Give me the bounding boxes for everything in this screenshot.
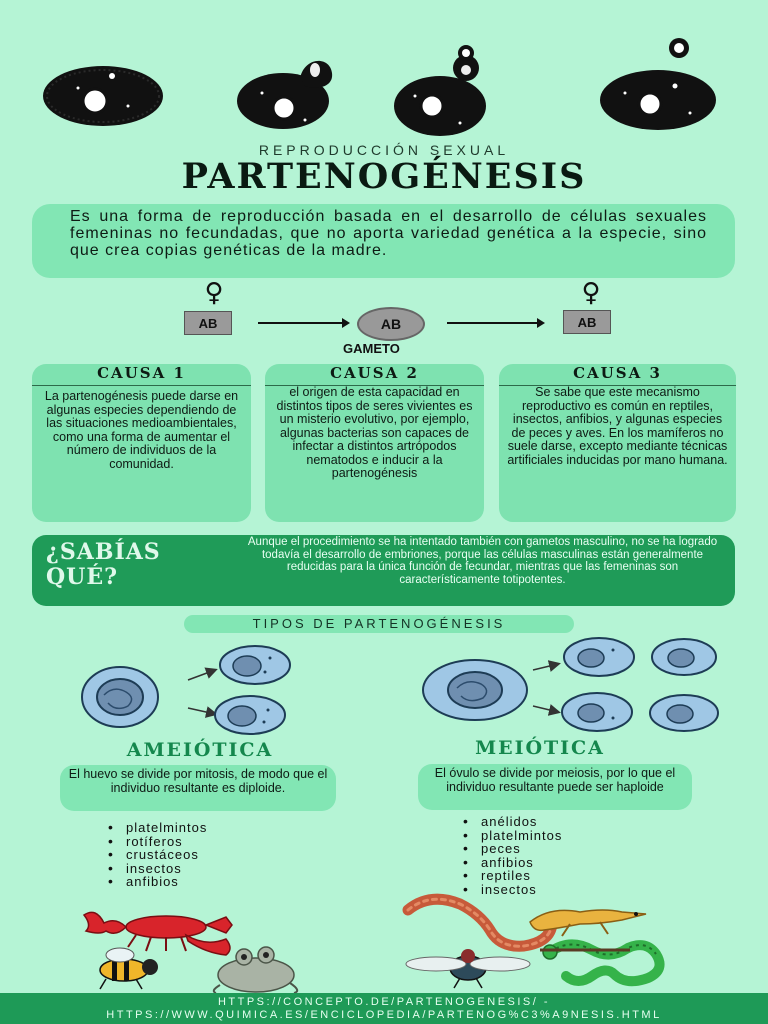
snake-icon	[540, 944, 660, 981]
cause-title: CAUSA 2	[330, 364, 419, 382]
parent-genotype-box: AB	[184, 311, 232, 335]
divider	[32, 385, 251, 386]
daughter-cell-icon	[652, 639, 716, 675]
daughter-cell-icon	[220, 646, 290, 684]
female-symbol-icon: ♀	[581, 278, 601, 308]
daughter-cell-icon	[215, 696, 285, 734]
list-item: • platelmintos	[108, 821, 288, 835]
list-item: • platelmintos	[463, 829, 643, 843]
bee-icon	[100, 948, 158, 989]
gamete-oval: AB	[357, 307, 425, 341]
ameiotic-description: El huevo se divide por mitosis, de modo que el individuo resultante es diploide.	[60, 765, 336, 811]
meiotic-title: MEIÓTICA	[475, 737, 605, 759]
female-symbol-icon: ♀	[204, 278, 224, 308]
cause-text: el origen de esta capacidad en distintos tipos de seres vivientes es un misterio evolutivo, por ejemplo, algunas bacterias son capaces de infectar a distintos artrópodos nematodos e inducir a la partenogénesis	[276, 385, 473, 480]
daughter-cell-icon	[650, 695, 718, 731]
list-item: • peces	[463, 842, 643, 856]
list-item: • anélidos	[463, 815, 643, 829]
list-item: • crustáceos	[108, 848, 288, 862]
list-item: • insectos	[108, 862, 288, 876]
did-you-know-title-line: QUÉ?	[46, 564, 119, 590]
cell-stage-icon	[43, 66, 163, 126]
lobster-icon	[84, 912, 232, 955]
arrow-to-gamete	[258, 322, 348, 324]
cause-card	[265, 364, 484, 522]
types-heading: TIPOS DE PARTENOGÉNESIS	[184, 615, 574, 633]
did-you-know-title-line: ¿SABÍAS	[46, 539, 161, 565]
ameiotic-division-diagram	[70, 640, 310, 740]
did-you-know-title	[46, 540, 236, 590]
meiotic-division-diagram	[415, 632, 725, 742]
offspring-genotype-box: AB	[563, 310, 611, 334]
ameiotic-title: AMEIÓTICA	[126, 739, 274, 761]
ameiotic-animals	[76, 895, 306, 995]
cause-title: CAUSA 1	[97, 364, 186, 382]
list-item: • reptiles	[463, 869, 643, 883]
list-item: • rotíferos	[108, 835, 288, 849]
intro-definition: Es una forma de reproducción basada en el desarrollo de células sexuales femeninas no fecundadas, que no aporta variedad genética a la especie, sino que crea copias genéticas de la madre.	[32, 204, 735, 278]
meiotic-description: El óvulo se divide por meiosis, por lo que el individuo resultante puede ser haploide	[418, 764, 692, 810]
cause-text: Se sabe que este mecanismo reproductivo es común en reptiles, insectos, anfibios, y algunas especies de peces y aves. En los mamíferos no suele darse, excepto mediante técnicas artificiales inducidas por mano humana.	[507, 385, 728, 467]
list-item: • anfibios	[463, 856, 643, 870]
cause-text: La partenogénesis puede darse en algunas especies dependiendo de las situaciones medioambientales, como una forma de aumentar el número de individuos de la comunidad.	[44, 389, 239, 471]
page-title: PARTENOGÉNESIS	[181, 156, 587, 197]
parent-cell-icon	[423, 660, 527, 720]
ameiotic-species-list	[108, 821, 288, 889]
source-link[interactable]: HTTPS://WWW.QUIMICA.ES/ENCICLOPEDIA/PARTENOG%C3%A9NESIS.HTML	[106, 1009, 662, 1021]
list-item: • insectos	[463, 883, 643, 897]
source-link[interactable]: HTTPS://CONCEPTO.DE/PARTENOGENESIS/ -	[217, 996, 551, 1008]
daughter-cell-icon	[564, 638, 634, 676]
parent-cell-icon	[82, 667, 158, 727]
cause-card	[499, 364, 736, 522]
cause-title: CAUSA 3	[573, 364, 662, 382]
cause-card	[32, 364, 251, 522]
cell-stage-icon	[600, 38, 716, 130]
did-you-know-text: Aunque el procedimiento se ha intentado también con gametos masculino, no se ha logrado todavía el desarrollo de embriones, porque las células masculinas están generalmente reducidas para la única función de fecundar, mientras que las femeninas son característicamente totipotentes.	[247, 536, 718, 586]
cell-stage-icon	[237, 61, 332, 129]
list-item: • anfibios	[108, 875, 288, 889]
cell-stages-row	[0, 38, 768, 138]
meiotic-species-list	[463, 815, 643, 896]
fly-icon	[406, 949, 530, 988]
page-subtitle: REPRODUCCIÓN SEXUAL	[258, 142, 510, 158]
meiotic-animals	[400, 890, 670, 992]
gamete-label: GAMETO	[343, 341, 400, 356]
daughter-cell-icon	[562, 693, 632, 731]
cell-stage-icon	[394, 45, 486, 136]
arrow-to-offspring	[447, 322, 543, 324]
